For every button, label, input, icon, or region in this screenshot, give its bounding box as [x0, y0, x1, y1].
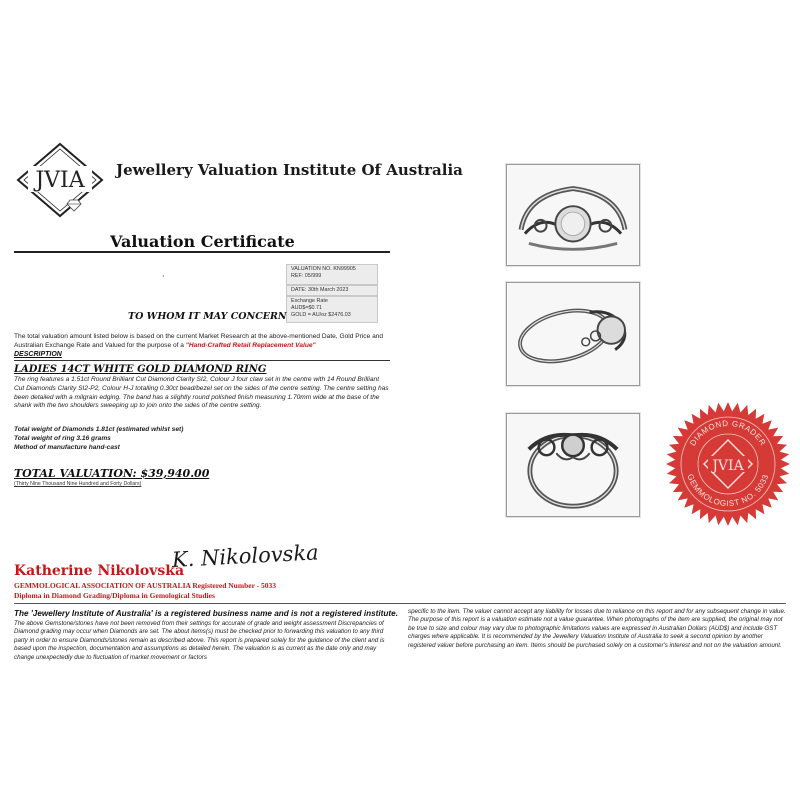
total-valuation: TOTAL VALUATION: $39,940.00: [14, 467, 210, 480]
institute-name: Jewellery Valuation Institute Of Australia: [116, 161, 463, 179]
disclaimer-divider: [14, 603, 786, 604]
stray-dot: ·: [162, 272, 165, 281]
jvia-logo: [14, 140, 106, 222]
diploma-line: Diploma in Diamond Grading/Diploma in Gemological Studies: [14, 591, 215, 600]
total-valuation-words: (Thirty Nine Thousand Nine Hundred and Forty Dollars): [14, 481, 142, 487]
diamond-grader-seal: [664, 400, 792, 528]
valuation-number: VALUATION NO. KN99905: [291, 266, 356, 272]
seal-center-text: JVIA: [712, 458, 744, 474]
ring-photo-top: [506, 164, 640, 266]
handwritten-signature: K. Nikolovska: [171, 540, 320, 572]
aud-rate: AUD$=$0.71: [291, 305, 323, 312]
logo-text: JVIA: [35, 168, 85, 193]
gold-rate: GOLD = AU/oz $2476.03: [291, 312, 351, 319]
seal-bottom-text: GEMMOLOGIST NO. 5033: [685, 472, 771, 509]
disclaimer-left-column: The above Gemstone/stones have not been removed from their settings for accurate of grade and weight assessment Discrepancies of Diamond grading may occur when Diamonds are set. The about items(s) must be checked prior to forwarding this valuation to any third party in order to ensure Diamonds/stones remain as described above. This report is prepared solely for the guidance of the client and is based upon the inspection, documentation and assumptions as detailed herein. The valuation is as current as the date only and may change unexpectedly due to fluctuation of market movement or factors: [14, 620, 385, 661]
disclaimer-right-column: specific to the item. The valuer cannot accept any liability for losses due to reliance on this report and for any subsequent change in value. The purpose of this report is a valuation estimate not a value guarantee. When photographs of the item are supplied, the original may not be true to size and colour may vary due to photographic limitations values are expressed in Australian Dollars (AUD$) and include GST charges where applicable. It is recommended by the Jewellery Valuation Institute of Australia to seek a second opinion by another registered valuer before purchasing an item. Items should be purchased solely on a customer's interest and not on the valuation amount.: [408, 608, 786, 649]
reference-number: REF: 05/999: [291, 273, 322, 280]
seal-top-text: DIAMOND GRADER: [688, 418, 768, 448]
signatory-name: Katherine Nikolovska: [14, 563, 185, 579]
association-registration: GEMMOLOGICAL ASSOCIATION OF AUSTRALIA Registered Number - 5033: [14, 581, 277, 590]
date-box: [286, 285, 378, 296]
manufacture-method: Method of manufacture hand-cast: [14, 443, 120, 451]
ring-title: LADIES 14CT WHITE GOLD DIAMOND RING: [14, 364, 267, 375]
valuation-date: DATE: 30th March 2023: [291, 287, 349, 293]
ring-description: The ring features a 1.51ct Round Brilliant Cut Diamond Clarity SI2, Colour J four claw set in the centre with 14 Round Brilliant Cut Diamonds Clarity SI2-P2, Colour H-J totalling 0.30ct bead/bezel set on the sides of the centre setting. The centre setting has been detailed with a milgrain edging. The band has a slightly round polished finish measuring 1.70mm wide at the base of the shank with the two shoulders sweeping up to join onto the sides of the centre setting.: [14, 376, 389, 410]
ring-photo-side: [506, 282, 640, 386]
exchange-rate-label: Exchange Rate: [291, 298, 328, 304]
description-label: DESCRIPTION: [14, 351, 62, 358]
ring-photo-front: [506, 413, 640, 517]
description-divider: [14, 360, 390, 361]
certificate-title: Valuation Certificate: [110, 232, 295, 251]
exchange-rate-box: [286, 296, 378, 323]
valuation-number-box: [286, 264, 378, 285]
disclaimer-title: The 'Jewellery Institute of Australia' is a registered business name and is not a registered institute.: [14, 609, 398, 618]
valuation-purpose: "Hand-Crafted Retail Replacement Value": [185, 341, 316, 349]
salutation: TO WHOM IT MAY CONCERN: [128, 311, 287, 322]
intro-paragraph: [14, 333, 390, 351]
intro-text: The total valuation amount listed below is based on the current Market Research at the above-mentioned Date, Gold Price and Australian Exchange Rate and Valued for the purpose of a: [14, 333, 384, 349]
title-divider: [14, 251, 390, 253]
ring-weight: Total weight of ring 3.16 grams: [14, 434, 111, 442]
ring-details: [14, 426, 390, 452]
diamond-weight: Total weight of Diamonds 1.81ct (estimated whilst set): [14, 426, 184, 433]
